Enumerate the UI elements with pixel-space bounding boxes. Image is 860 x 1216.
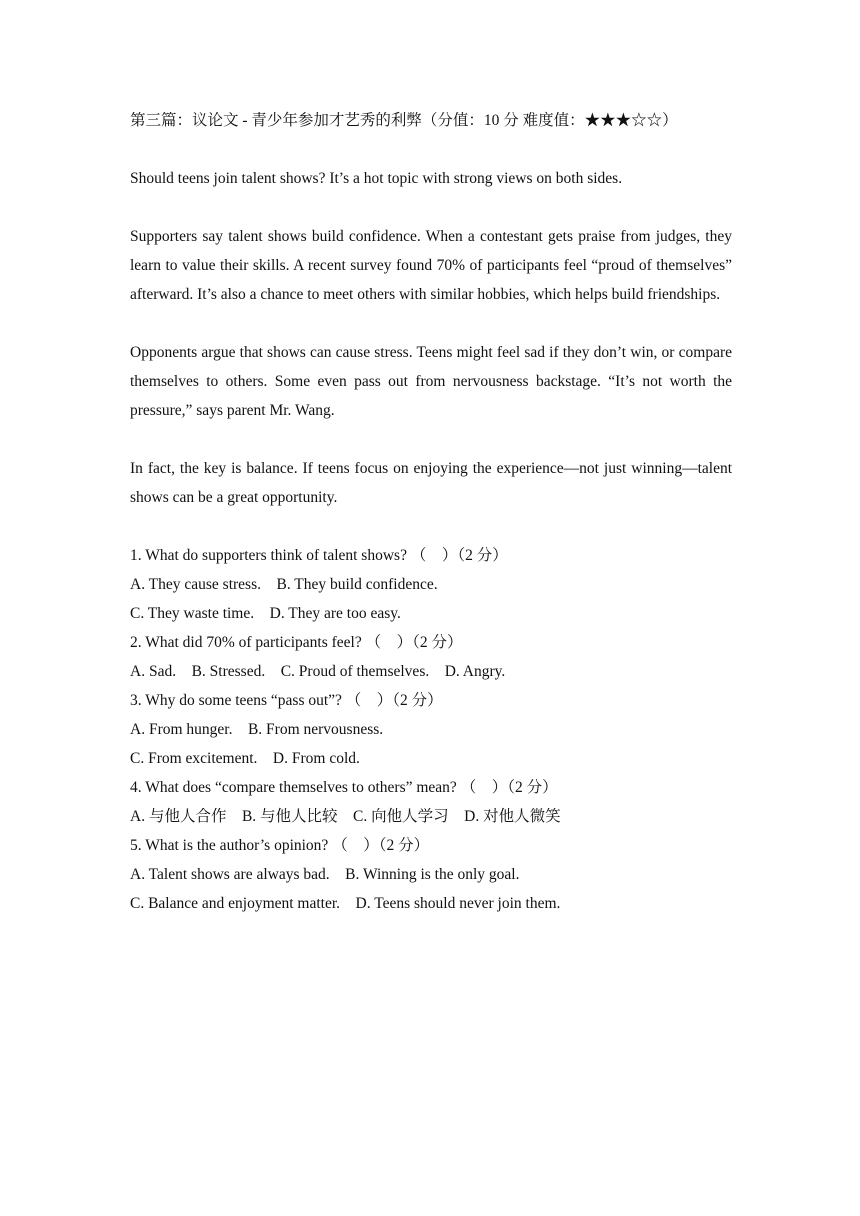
question-options: C. They waste time. D. They are too easy. [130, 605, 401, 622]
intro-paragraph: Should teens join talent shows? It’s a hot topic with strong views on both sides. [130, 170, 623, 187]
question-options: A. 与他人合作 B. 与他人比较 C. 向他人学习 D. 对他人微笑 [130, 808, 561, 825]
spacer [130, 135, 732, 164]
document-page [130, 106, 732, 918]
spacer [130, 309, 732, 338]
question-stem: 1. What do supporters think of talent shows? （ ）（2 分） [130, 547, 508, 564]
paragraph-opponents: Opponents argue that shows can cause stress. Teens might feel sad if they don’t win, or compare themselves to others. Some even pass out from nervousness backstage. “It’s not worth the pressure,” says parent Mr. Wang. [130, 344, 732, 419]
question-3 [130, 686, 732, 773]
spacer [130, 512, 732, 541]
question-options: C. From excitement. D. From cold. [130, 750, 360, 767]
question-2 [130, 628, 732, 686]
document-title: 第三篇：议论文 - 青少年参加才艺秀的利弊（分值：10 分 难度值：★★★☆☆） [130, 112, 678, 129]
question-options: A. Talent shows are always bad. B. Winning is the only goal. [130, 866, 520, 883]
question-options: C. Balance and enjoyment matter. D. Teens should never join them. [130, 895, 561, 912]
spacer [130, 425, 732, 454]
question-options: A. From hunger. B. From nervousness. [130, 721, 384, 738]
paragraph-supporters: Supporters say talent shows build confidence. When a contestant gets praise from judges, they learn to value their skills. A recent survey found 70% of participants feel “proud of themselves” afterward. It’s also a chance to meet others with similar hobbies, which helps build friendships. [130, 228, 732, 303]
question-options: A. They cause stress. B. They build confidence. [130, 576, 438, 593]
paragraph-conclusion: In fact, the key is balance. If teens focus on enjoying the experience—not just winning—talent shows can be a great opportunity. [130, 460, 732, 506]
question-options: A. Sad. B. Stressed. C. Proud of themselves. D. Angry. [130, 663, 506, 680]
spacer [130, 193, 732, 222]
question-5 [130, 831, 732, 918]
question-stem: 4. What does “compare themselves to others” mean? （ ）（2 分） [130, 779, 558, 796]
question-stem: 3. Why do some teens “pass out”? （ ）（2 分） [130, 692, 443, 709]
question-4 [130, 773, 732, 831]
question-1 [130, 541, 732, 628]
question-stem: 2. What did 70% of participants feel? （ ）（2 分） [130, 634, 463, 651]
question-stem: 5. What is the author’s opinion? （ ）（2 分） [130, 837, 430, 854]
question-list [130, 541, 732, 918]
